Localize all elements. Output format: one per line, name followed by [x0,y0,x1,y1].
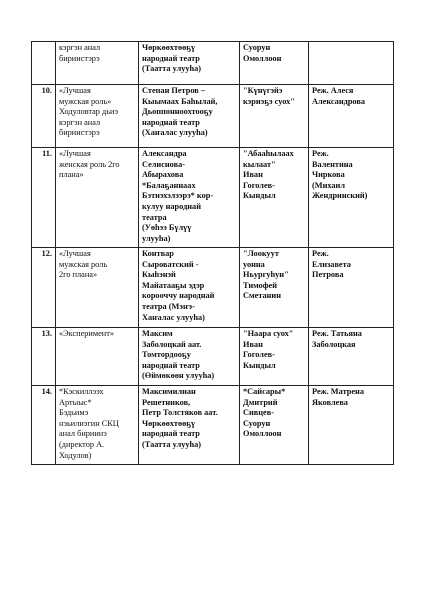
table-row [32,248,394,328]
nomination-cell: «Лучшая мужская роль» Ходуловтар дьиэ кэргэн анал бириистэрэ [56,85,139,148]
laureate-cell: Максимилиан Решетников, Петр Толстяков аат. Чөркөөхтөөҕү народнай театр (Таатта улууһа) [139,386,240,465]
laureate-cell: Максим Заболоцкай аат. Томтордооҕу народнай театр (Өймөкөөн улууһа) [139,328,240,386]
play-cell: "Лоокуут уонна Ньургуһун" Тимофей Сметанин [240,248,309,328]
director-cell: Реж. Алеся Александрова [309,85,394,148]
row-number: 10. [32,85,56,148]
table-row [32,85,394,148]
table-row [32,42,394,85]
director-cell: Реж. Татьяна Заболоцкая [309,328,394,386]
play-cell: "Наара суох" Иван Гоголев- Кындыл [240,328,309,386]
row-number: 13. [32,328,56,386]
laureate-cell: Александра Селиснова- Абырахова *Балаҕаннаах Бэтиэхэлээрэ* кор- кулуу народнай театра (Уөһээ Бүлүү улууһа) [139,148,240,248]
nomination-cell: «Лучшая мужская роль 2го плана» [56,248,139,328]
nomination-cell: кэргэн анал бириистэрэ [56,42,139,85]
awards-table [31,41,394,465]
table-row [32,386,394,465]
row-number: 12. [32,248,56,328]
nomination-cell: «Эксперимент» [56,328,139,386]
laureate-cell: Степан Петров – Кыымаах Баһылай, Дьоппонноохтооҕу народнай театр (Хаҥалас улууһа) [139,85,240,148]
table-row [32,328,394,386]
play-cell: Суорун Омоллоон [240,42,309,85]
director-cell: Реж. Матрена Яковлева [309,386,394,465]
play-cell: "Абааһылаах кылаат" Иван Гоголев- Кындыл [240,148,309,248]
laureate-cell: Контвар Сыроватский - Кыһэнэй Майатааҕы эдэр корооччу народнай театра (Мэҥэ- Хаҥалас улууһа) [139,248,240,328]
play-cell: *Сайсары* Дмитрий Сивцев- Суорун Омоллоон [240,386,309,465]
row-number: 11. [32,148,56,248]
row-number [32,42,56,85]
laureate-cell: Чөркөөхтөөҕү народнай театр (Таатта улууһа) [139,42,240,85]
play-cell: "Күнүгэйэ кэриэҕэ суох" [240,85,309,148]
nomination-cell: *Кэскиллээх Артыыс* Бэдьимэ нэьилиэгин СКЦ анал бириинэ (директор А. Ходулов) [56,386,139,465]
table-row [32,148,394,248]
row-number: 14. [32,386,56,465]
director-cell [309,42,394,85]
nomination-cell: «Лучшая женская роль 2го плана» [56,148,139,248]
director-cell: Реж. Валентина Чиркова (Михаил Жендринский) [309,148,394,248]
director-cell: Реж. Елизавета Петрова [309,248,394,328]
